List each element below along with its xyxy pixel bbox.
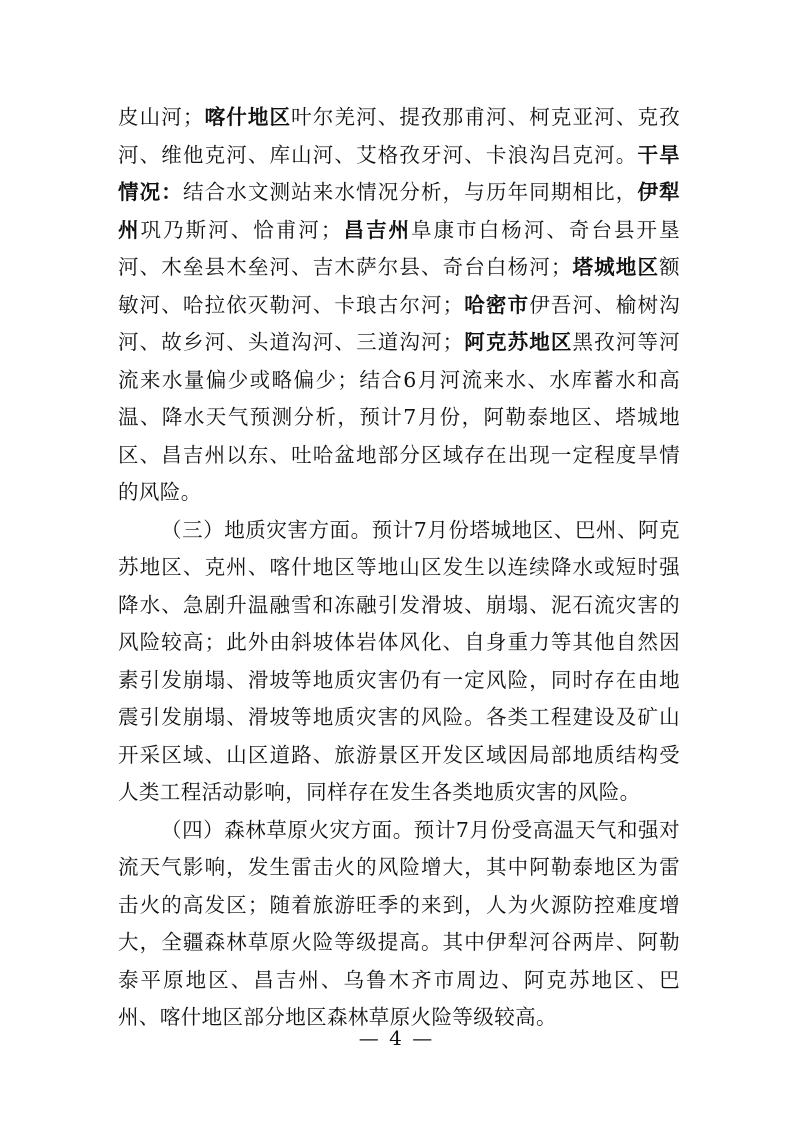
paragraph-forest-grassland-fire: （四）森林草原火灾方面。预计7月份受高温天气和强对流天气影响，发生雷击火的风险增大，其中阿勒泰地区为雷击火的高发区；随着旅游旺季的来到，人为火源防控难度增大，全疆森林草原火险等级提高。其中伊犁河谷两岸、阿勒泰平原地区、昌吉州、乌鲁木齐市周边、阿克苏地区、巴州、喀什地区部分地区森林草原火险等级较高。 <box>118 817 680 1029</box>
text-segment: 阜康市白杨河、奇台县开垦河、木垒县木垒河、吉木萨尔县、奇台白杨河； <box>118 217 680 279</box>
page-number: — 4 — <box>358 1026 435 1050</box>
text-segment: 皮山河； <box>118 105 204 129</box>
region-changji: 昌吉州 <box>341 217 412 242</box>
text-segment: 结合水文测站来水情况分析，与历年同期相比， <box>182 180 638 204</box>
paragraph-drought-rivers <box>118 99 680 512</box>
region-kashgar: 喀什地区 <box>203 105 292 129</box>
text-segment: 叶尔羌河、提孜那甫河、柯克亚河、克孜河、维他克河、库山河、艾格孜牙河、卡浪沟吕克河。 <box>118 105 681 167</box>
region-ili: 伊犁州 <box>118 180 680 242</box>
text-segment: 巩乃斯河、恰甫河； <box>140 217 342 242</box>
region-aksu: 阿克苏地区 <box>463 330 573 354</box>
drought-heading: 干旱情况： <box>118 142 680 204</box>
document-body <box>118 99 680 1037</box>
text-segment: 额敏河、哈拉依灭勒河、卡琅古尔河； <box>118 255 680 317</box>
region-tacheng: 塔城地区 <box>571 255 660 279</box>
text-segment: 黑孜河等河流来水量偏少或略偏少；结合6月河流来水、水库蓄水和高温、降水天气预测分析，预计7月份，阿勒泰地区、塔城地区、昌吉州以东、吐哈盆地部分区域存在出现一定程度旱情的风险。 <box>118 330 681 504</box>
paragraph-geological-hazards: （三）地质灾害方面。预计7月份塔城地区、巴州、阿克苏地区、克州、喀什地区等地山区发生以连续降水或短时强降水、急剧升温融雪和冻融引发滑坡、崩塌、泥石流灾害的风险较高；此外由斜坡体岩体风化、自身重力等其他自然因素引发崩塌、滑坡等地质灾害仍有一定风险，同时存在由地震引发崩塌、滑坡等地质灾害的风险。各类工程建设及矿山开采区域、山区道路、旅游景区开发区域因局部地质结构受人类工程活动影响，同样存在发生各类地质灾害的风险。 <box>118 517 680 804</box>
region-hami: 哈密市 <box>463 292 530 317</box>
text-segment: 伊吾河、榆树沟河、故乡河、头道沟河、三道沟河； <box>118 292 680 354</box>
